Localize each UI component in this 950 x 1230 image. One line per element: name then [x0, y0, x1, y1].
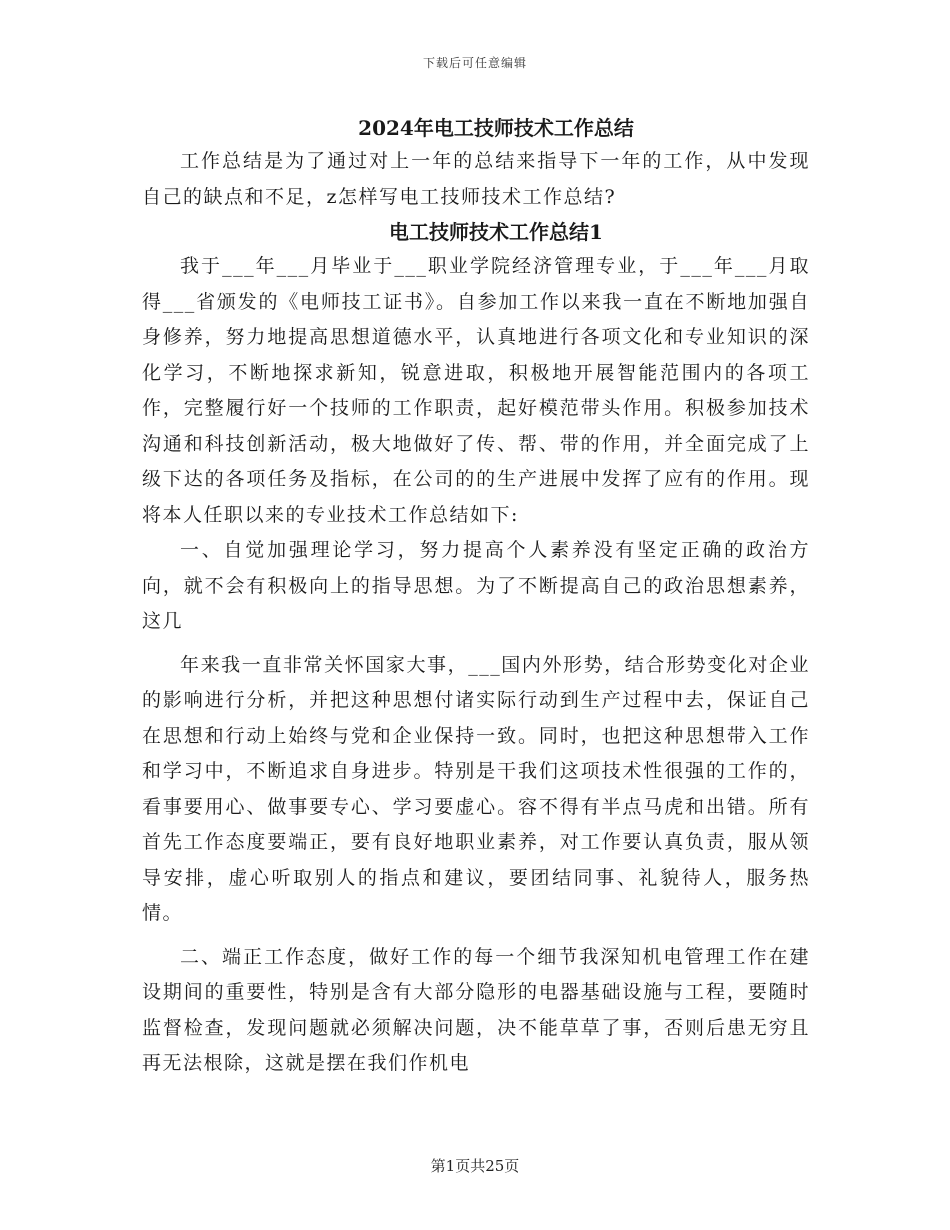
body-paragraph-4: 二、端正工作态度，做好工作的每一个细节我深知机电管理工作在建设期间的重要性，特别是含有大部分隐形的电器基础设施与工程，要随时监督检查，发现问题就必须解决问题，决不能草草了事，否则后患无穷且再无法根除，这就是摆在我们作机电: [142, 945, 810, 1074]
body-paragraph-2: 一、自觉加强理论学习，努力提高个人素养没有坚定正确的政治方向，就不会有积极向上的指导思想。为了不断提高自己的政治思想素养，这几: [142, 539, 810, 632]
section-title: 电工技师技术工作总结1: [389, 220, 603, 244]
intro-paragraph: 工作总结是为了通过对上一年的总结来指导下一年的工作，从中发现自己的缺点和不足，z怎样写电工技师技术工作总结?: [142, 150, 810, 208]
body-paragraph-1: 我于___年___月毕业于___职业学院经济管理专业，于___年___月取得___省颁发的《电师技工证书》。自参加工作以来我一直在不断地加强自身修养，努力地提高思想道德水平，认真地进行各项文化和专业知识的深化学习，不断地探求新知，锐意进取，积极地开展智能范围内的各项工作，完整履行好一个技师的工作职责，起好模范带头作用。积极参加技术沟通和科技创新活动，极大地做好了传、帮、带的作用，并全面完成了上级下达的各项任务及指标，在公司的的生产进展中发挥了应有的作用。现将本人任职以来的专业技术工作总结如下:: [142, 255, 810, 526]
document-body: [142, 112, 810, 1082]
document-title: 2024年电工技师技术工作总结: [358, 116, 634, 140]
header-note: 下载后可任意编辑: [422, 56, 527, 70]
page-number: 第1页共25页: [430, 1157, 520, 1175]
body-paragraph-3: 年来我一直非常关怀国家大事，___国内外形势，结合形势变化对企业的影响进行分析，并把这种思想付诸实际行动到生产过程中去，保证自己在思想和行动上始终与党和企业保持一致。同时，也把这种思想带入工作和学习中，不断追求自身进步。特别是干我们这项技术性很强的工作的，看事要用心、做事要专心、学习要虚心。容不得有半点马虎和出错。所有首先工作态度要端正，要有良好地职业素养，对工作要认真负责，服从领导安排，虚心听取别人的指点和建议，要团结同事、礼貌待人，服务热情。: [142, 653, 810, 924]
